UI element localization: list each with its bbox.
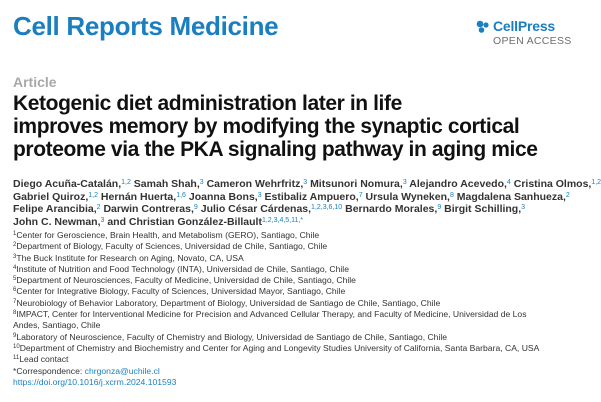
affiliation-text: Institute of Nutrition and Food Technology (INTA), Universidad de Chile, Santiago, Chile	[16, 263, 349, 274]
author-affiliation[interactable]: 3	[521, 204, 526, 211]
author[interactable]: Estibaliz Ampuero,	[264, 190, 359, 203]
author-affiliation[interactable]: 1,2	[121, 179, 131, 186]
author-affiliation[interactable]: 1,6	[176, 191, 186, 199]
author-affiliation[interactable]: 3	[402, 179, 407, 186]
author-line	[13, 216, 593, 229]
affiliation-number: 3	[13, 253, 17, 260]
affiliation-number: 5	[13, 276, 17, 283]
correspondence	[13, 366, 598, 377]
affiliation	[13, 264, 598, 275]
affiliation-number: 2	[13, 242, 17, 249]
author[interactable]: Bernardo Morales,	[345, 203, 438, 215]
author[interactable]: Cristina Olmos,	[513, 178, 592, 190]
author[interactable]: Julio César Cárdenas,	[200, 203, 312, 215]
affiliation	[13, 286, 598, 297]
title-line: proteome via the PKA signaling pathway in aging mice	[13, 138, 538, 161]
cellpress-icon	[475, 19, 490, 34]
author[interactable]: Ursula Wyneken,	[365, 190, 450, 203]
author[interactable]: and Christian González-Billault	[107, 215, 262, 228]
affiliation-text: IMPACT, Center for Interventional Medicine for Precision and Advanced Cellular Therapy, and Faculty of Medicine, Universidad de Los	[16, 309, 527, 320]
title-line: improves memory by modifying the synaptic cortical	[13, 115, 520, 138]
author-line	[13, 178, 601, 191]
author[interactable]: Samah Shah,	[133, 178, 200, 190]
affiliation-number: 4	[13, 264, 17, 271]
author[interactable]: Darwin Contreras,	[103, 203, 194, 215]
affiliation	[13, 230, 598, 241]
author[interactable]: Magdalena Sanhueza,	[456, 190, 566, 203]
affiliation	[13, 298, 598, 309]
author[interactable]: Felipe Arancibia,	[13, 203, 97, 215]
affiliation-number: 7	[13, 298, 17, 305]
author[interactable]: Joanna Bons,	[188, 190, 258, 203]
affiliation-text: Laboratory of Neuroscience, Faculty of Chemistry and Biology, Universidad de Santiago de Chile, Santiago, Chile	[16, 331, 448, 342]
author[interactable]: Gabriel Quiroz,	[13, 190, 89, 203]
affiliation	[13, 309, 598, 320]
affiliation-number: 1	[13, 231, 17, 237]
author[interactable]: Cameron Wehrfritz,	[206, 178, 304, 190]
author-list	[13, 178, 601, 228]
author-affiliation[interactable]: 3	[199, 179, 204, 186]
journal-title: Cell Reports Medicine	[13, 11, 279, 41]
affiliation	[13, 320, 598, 331]
affiliation-text: Department of Neurosciences, Faculty of Medicine, Universidad de Chile, Santiago, Chile	[16, 275, 356, 286]
author-affiliation[interactable]: 8	[449, 191, 454, 199]
affiliation-number: 10	[13, 343, 20, 350]
doi-link[interactable]: https://doi.org/10.1016/j.xcrm.2024.101593	[13, 376, 177, 387]
author-affiliation[interactable]: 1,2	[88, 191, 98, 199]
correspondence-label: *Correspondence:	[13, 365, 85, 376]
author-affiliation[interactable]: 1,2,3,6,10	[311, 204, 343, 211]
affiliation-text: Center for Integrative Biology, Faculty of Sciences, Universidad Mayor, Santiago, Chile	[16, 286, 346, 297]
cellpress-logo	[475, 18, 587, 52]
affiliation-number: 6	[13, 287, 17, 294]
author-affiliation[interactable]: 1,2	[591, 179, 601, 186]
author-affiliation[interactable]: 7	[358, 191, 363, 199]
affiliation	[13, 343, 598, 354]
affiliation-text: Neurobiology of Behavior Laboratory, Department of Biology, Universidad de Santiago de Chile, Santiago, Chile	[16, 297, 441, 308]
open-access-label: OPEN ACCESS	[493, 35, 572, 47]
author-affiliation[interactable]: 9	[437, 204, 442, 211]
author-affiliation[interactable]: 2	[565, 191, 570, 199]
affiliation	[13, 275, 598, 286]
affiliation-text: Andes, Santiago, Chile	[13, 320, 101, 331]
affiliation-text: Center for Geroscience, Brain Health, and Metabolism (GERO), Santiago, Chile	[16, 230, 320, 240]
affiliation	[13, 332, 598, 343]
affiliation	[13, 253, 598, 264]
affiliation-text: Department of Chemistry and Biochemistry and Center for Aging and Longevity Studies University of California, Santa Barbara, CA, USA	[19, 342, 540, 353]
author-line	[13, 191, 593, 204]
affiliation-number: 8	[13, 310, 17, 317]
author[interactable]: Diego Acuña-Catalán,	[13, 178, 122, 190]
affiliation-text: The Buck Institute for Research on Aging, Novato, CA, USA	[16, 252, 244, 263]
article-title	[13, 92, 593, 161]
author-affiliation[interactable]: 3	[257, 191, 262, 199]
affiliation-number: 9	[13, 332, 17, 339]
article-type: Article	[13, 74, 57, 90]
affiliation-text: Lead contact	[19, 354, 69, 365]
affiliation	[13, 354, 598, 365]
doi	[13, 377, 598, 388]
author-line	[13, 203, 593, 216]
affiliation-text: Department of Biology, Faculty of Sciences, Universidad de Chile, Santiago, Chile	[16, 241, 328, 252]
author-affiliation[interactable]: 3	[100, 216, 105, 224]
author-affiliation[interactable]: 3	[303, 179, 308, 186]
correspondence-email-link[interactable]: chrgonza@uchile.cl	[84, 365, 160, 376]
author[interactable]: John C. Newman,	[13, 215, 101, 228]
author[interactable]: Birgit Schilling,	[444, 203, 522, 215]
affiliation	[13, 241, 598, 252]
title-line: Ketogenic diet administration later in life	[13, 92, 402, 115]
author-affiliation[interactable]: 9	[193, 204, 198, 211]
author-affiliation[interactable]: 2	[96, 204, 101, 211]
affiliation-list	[13, 230, 598, 388]
author-affiliation[interactable]: 4	[506, 179, 511, 186]
affiliation-number: 11	[13, 355, 20, 362]
author-affiliation[interactable]: 1,2,3,4,5,11,*	[261, 216, 304, 224]
author[interactable]: Mitsunori Nomura,	[310, 178, 403, 190]
publisher-name: CellPress	[493, 18, 556, 34]
author[interactable]: Hernán Huerta,	[100, 190, 177, 203]
author[interactable]: Alejandro Acevedo,	[409, 178, 507, 190]
